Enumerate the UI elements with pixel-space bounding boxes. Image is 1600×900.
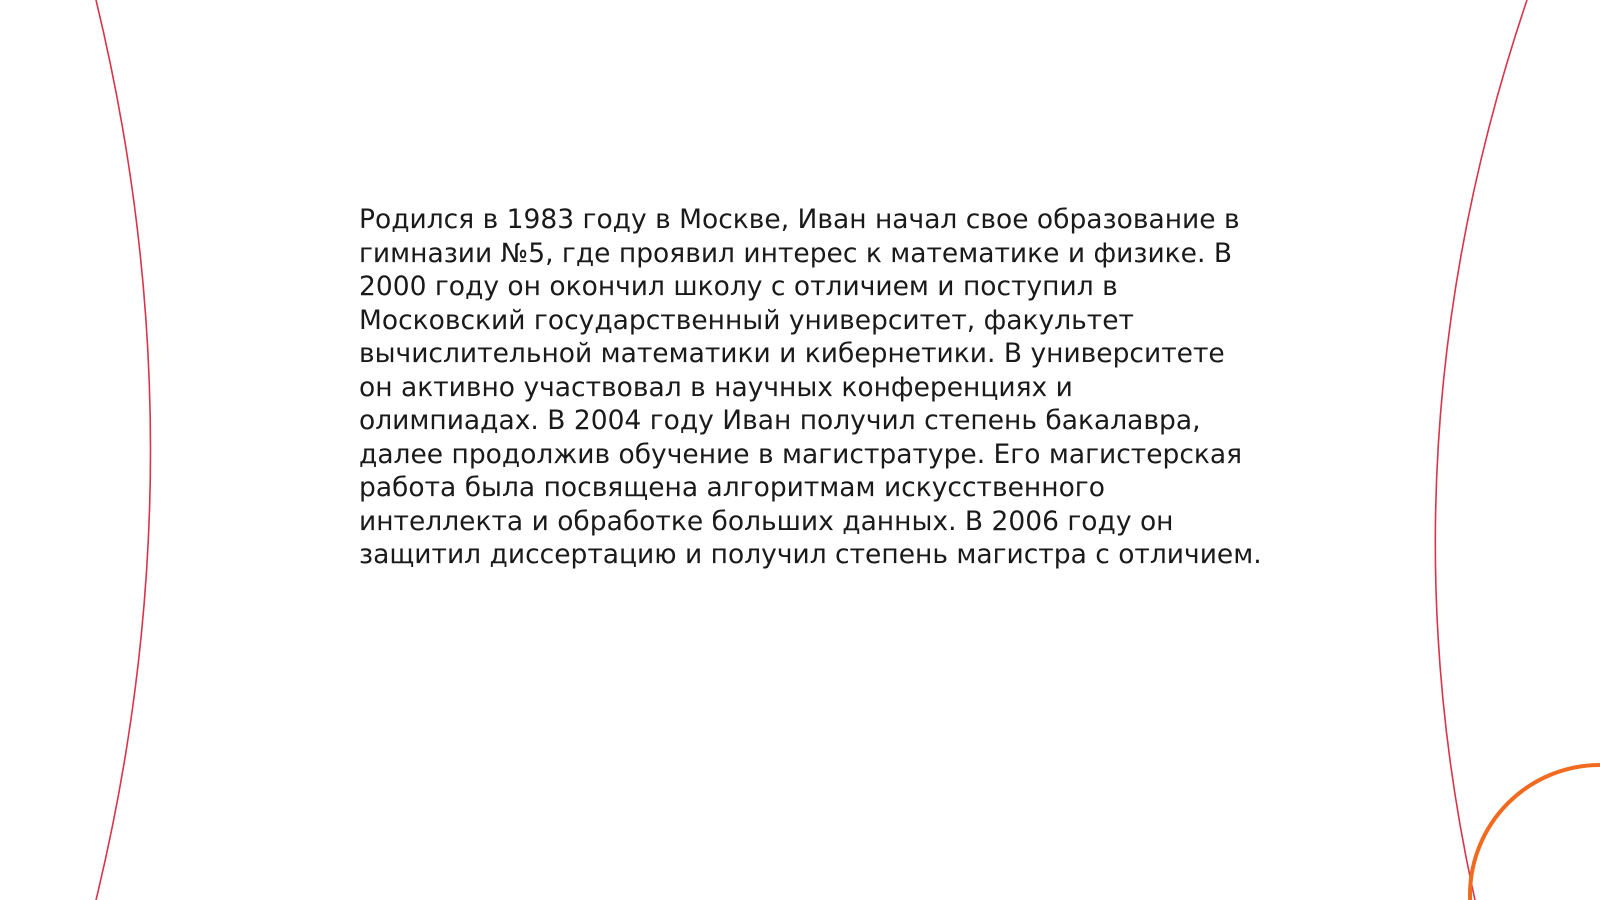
left-arc: [96, 0, 151, 900]
paragraph-line: олимпиадах. В 2004 году Иван получил степень бакалавра,: [359, 405, 1201, 436]
paragraph-line: он активно участвовал в научных конференциях и: [359, 371, 1073, 403]
right-arc: [1435, 0, 1527, 900]
paragraph-line: работа была посвящена алгоритмам искусственного: [359, 472, 1105, 503]
paragraph-line: далее продолжив обучение в магистратуре. Его магистерская: [359, 438, 1243, 470]
paragraph-line: Родился в 1983 году в Москве, Иван начал свое образование в: [359, 204, 1240, 235]
paragraph-line: гимназии №5, где проявил интерес к математике и физике. В: [359, 237, 1233, 269]
accent-circle-arc: [1470, 765, 1600, 900]
paragraph-line: интеллекта и обработке больших данных. В 2006 году он: [359, 505, 1174, 537]
biography-paragraph: [359, 203, 1262, 572]
paragraph-line: Московский государственный университет, факультет: [359, 304, 1134, 336]
paragraph-line: защитил диссертацию и получил степень магистра с отличием.: [359, 539, 1262, 570]
paragraph-line: вычислительной математики и кибернетики. В университете: [359, 338, 1225, 369]
paragraph-line: 2000 году он окончил школу с отличием и поступил в: [359, 271, 1118, 302]
